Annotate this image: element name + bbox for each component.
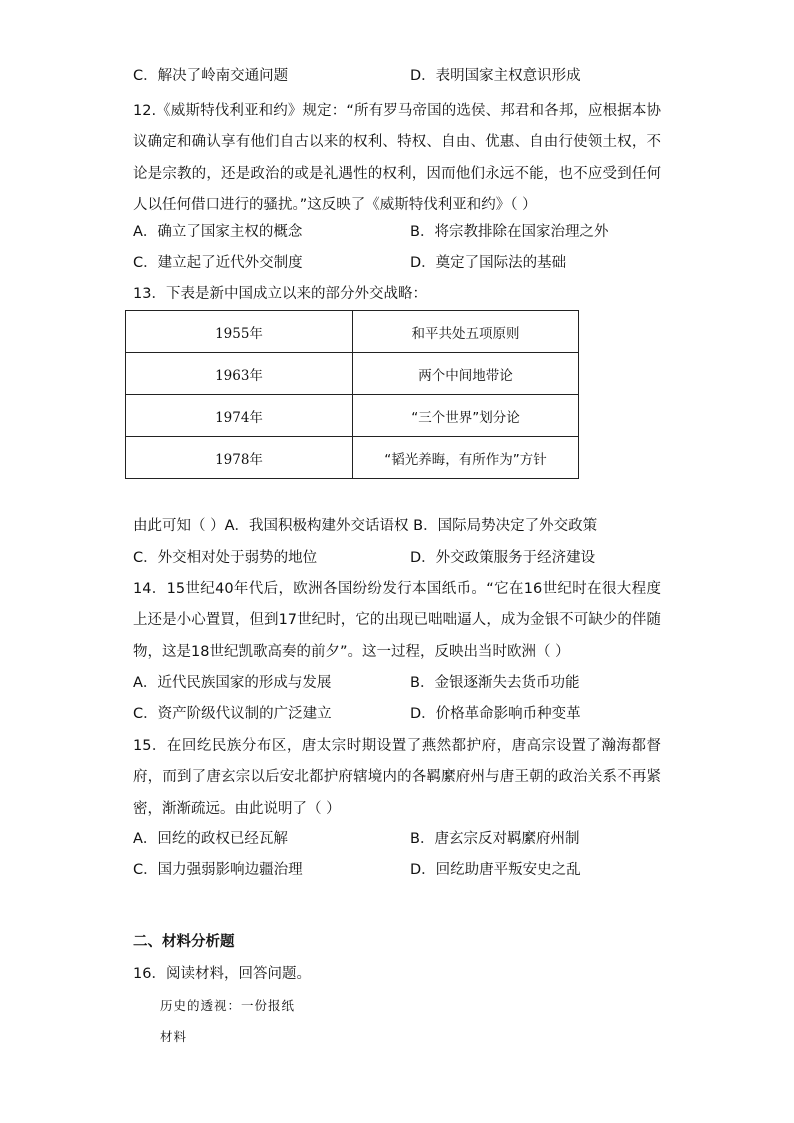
q13-option-c: C．外交相对处于弱势的地位 (133, 550, 318, 566)
q12-option-c: C．建立起了近代外交制度 (133, 255, 303, 271)
q15-option-b: B．唐玄宗反对羁縻府州制 (410, 831, 580, 847)
table-cell-year: 1974年 (126, 395, 353, 437)
q13-line-ab: 由此可知（ ）A．我国积极构建外交话语权 B．国际局势决定了外交政策 (133, 518, 598, 534)
table-cell-year: 1963年 (126, 353, 353, 395)
q13-option-d: D．外交政策服务于经济建设 (410, 550, 596, 566)
q15-option-c: C．国力强弱影响边疆治理 (133, 862, 303, 878)
table-cell-strategy: 两个中间地带论 (353, 353, 579, 395)
q12-option-b: B．将宗教排除在国家治理之外 (410, 224, 609, 240)
q14-option-a: A．近代民族国家的形成与发展 (133, 675, 332, 691)
q14-stem: 14．15世纪40年代后，欧洲各国纷纷发行本国纸币。“它在16世纪时在很大程度上还是小心置買，但到17世纪时，它的出现已咄咄逼人，成为金银不可缺少的伴随物，这是18世纪凯歌高奏的前夕”。这一过程，反映出当时欧洲（ ） (133, 581, 661, 660)
table-cell-year: 1978年 (126, 437, 353, 479)
material-label: 材料 (160, 1029, 188, 1044)
q16-stem: 16．阅读材料，回答问题。 (133, 966, 311, 982)
section-heading: 二、材料分析题 (133, 934, 235, 950)
strategy-table (125, 310, 579, 479)
q15-option-d: D．回纥助唐平叛安史之乱 (410, 862, 581, 878)
table-row (126, 311, 579, 353)
q14-option-c: C．资产阶级代议制的广泛建立 (133, 706, 332, 722)
q12-stem: 12.《威斯特伐利亚和约》规定：“所有罗马帝国的选侯、邦君和各邦，应根据本协议确定和确认享有他们自古以来的权利、特权、自由、优惠、自由行使领土权，不论是宗教的，还是政治的或是礼遇性的权利，因而他们永远不能，也不应受到任何人以任何借口进行的骚扰。”这反映了《威斯特伐利亚和约》（ ） (133, 103, 661, 213)
material-title: 历史的透视：一份报纸 (160, 998, 296, 1013)
q11-option-d: D．表明国家主权意识形成 (410, 68, 581, 84)
table-cell-year: 1955年 (126, 311, 353, 353)
q12-option-d: D．奠定了国际法的基础 (410, 255, 567, 271)
table-row (126, 395, 579, 437)
q15-stem: 15．在回纥民族分布区，唐太宗时期设置了燕然都护府，唐高宗设置了瀚海都督府，而到了唐玄宗以后安北都护府辖境内的各羁縻府州与唐王朝的政治关系不再紧密，渐渐疏远。由此说明了（ ） (133, 738, 661, 817)
q11-option-c: C．解决了岭南交通问题 (133, 68, 289, 84)
q14-option-d: D．价格革命影响币种变革 (410, 706, 581, 722)
q15-option-a: A．回纥的政权已经瓦解 (133, 831, 288, 847)
q13-stem: 13．下表是新中国成立以来的部分外交战略： (133, 286, 427, 302)
table-cell-strategy: “韬光养晦，有所作为”方针 (353, 437, 579, 479)
table-row (126, 437, 579, 479)
q14-option-b: B．金银逐渐失去货币功能 (410, 675, 580, 691)
table-cell-strategy: 和平共处五项原则 (353, 311, 579, 353)
q12-option-a: A．确立了国家主权的概念 (133, 224, 303, 240)
table-row (126, 353, 579, 395)
table-cell-strategy: “三个世界”划分论 (353, 395, 579, 437)
